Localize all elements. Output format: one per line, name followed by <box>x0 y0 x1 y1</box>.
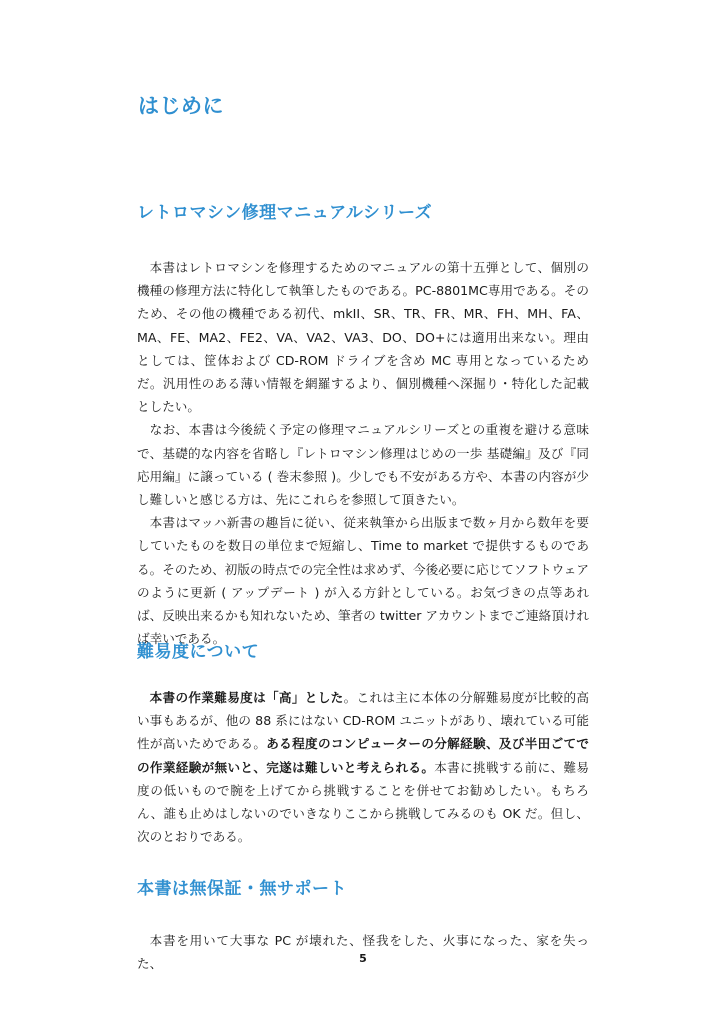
section-heading-series: レトロマシン修理マニュアルシリーズ <box>137 203 433 223</box>
paragraph: 本書はマッハ新書の趣旨に従い、従来執筆から出版まで数ヶ月から数年を要していたものを数日の単位まで短縮し、Time to market で提供するものである。そのため、初版の時点での完全性は求めず、今後必要に応じてソフトウェアのように更新 ( アップデート ) が入る方針としている。お気づきの点等あれば、反映出来るかも知れないため、筆者の twitter アカウントまでご連絡頂ければ幸いである。 <box>137 515 589 647</box>
section-heading-warranty: 本書は無保証・無サポート <box>137 879 347 899</box>
text: 本書に挑戦する前に、難易度の低いもので腕を上げてから挑戦することを併せてお勧めしたい。もちろん、誰も止めはしないのでいきなりここから挑戦してみるのも OK だ。但し、次のとおりである。 <box>137 759 590 845</box>
bold-text: 本書の作業難易度は「高」とした <box>149 690 344 705</box>
text: 。これは主に本体の分解難易度が比較的高い事もあるが、他の 88 系にはない CD-ROM ユニットがあり、壊れている可能性が高いためである。 <box>137 690 590 752</box>
paragraph <box>137 686 589 848</box>
section-heading-difficulty: 難易度について <box>137 642 260 662</box>
paragraph: 本書を用いて大事な PC が壊れた、怪我をした、火事になった、家を失った、 <box>137 933 589 972</box>
paragraph: なお、本書は今後続く予定の修理マニュアルシリーズとの重複を避ける意味で、基礎的な内容を省略し『レトロマシン修理はじめの一歩 基礎編』及び『同 応用編』に譲っている ( 巻末参照 )。少しでも不安がある方や、本書の内容が少し難しいと感じる方は、先にこれらを参照して頂きたい。 <box>137 422 589 508</box>
paragraph: 本書はレトロマシンを修理するためのマニュアルの第十五弾として、個別の機種の修理方法に特化して執筆したものである。PC-8801MC専用である。そのため、その他の機種である初代、mkII、SR、TR、FR、MR、FH、MH、FA、MA、FE、MA2、FE2、VA、VA2、VA3、DO、DO+には適用出来ない。理由としては、筐体および CD-ROM ドライブを含め MC 専用となっているためだ。汎用性のある薄い情報を網羅するより、個別機種へ深掘り・特化した記載としたい。 <box>137 260 589 415</box>
section-body-difficulty <box>137 686 589 848</box>
page-title: はじめに <box>138 94 224 118</box>
page-number: 5 <box>359 952 367 965</box>
section-body-series <box>137 256 589 650</box>
bold-text: ある程度のコンピューターの分解経験、及び半田ごてでの作業経験が無いと、完遂は難しいと考えられる。 <box>137 736 590 775</box>
